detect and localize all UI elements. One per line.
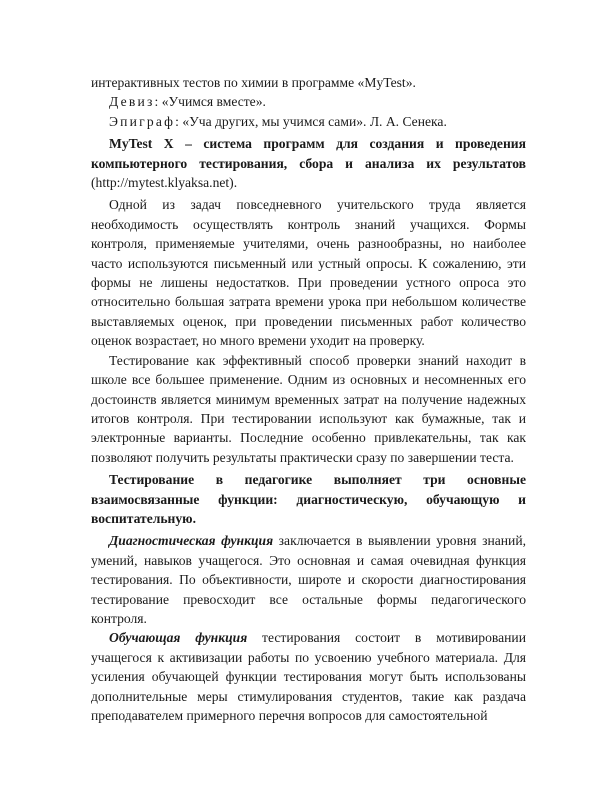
teaching-term: Обучающая функция [109, 630, 248, 646]
mytest-url: (http://mytest.klyaksa.net). [91, 175, 238, 191]
diagnostic-text: заключается в выявлении уровня знаний, умений, навыков учащегося. Это основная и самая очевидная функция тестирования. По объективности, широте и скорости диагностирования тестирование превосходит все остальные формы педагогического контроля. [91, 533, 526, 626]
teaching-text: тестирования состоит в мотивировании учащегося к активизации работы по усвоению учебного материала. Для усиления обучающей функции тестирования могут быть использованы дополнительные меры стимулирования студентов, такие как раздача преподавателем примерного перечня вопросов для самостоятельной [91, 630, 526, 723]
diagnostic-term: Диагностическая функция [109, 533, 274, 549]
mytest-heading-text: MyTest X – система программ для создания и проведения компьютерного тестирования, сбора и анализа их результатов [91, 136, 526, 171]
section-heading-mytest [91, 134, 526, 192]
paragraph-diagnostic [91, 531, 526, 628]
section-heading-functions: Тестирование в педагогике выполняет три основные взаимосвязанные функции: диагностическую, обучающую и воспитательную. [91, 472, 526, 526]
motto-text: : «Учимся вместе». [154, 94, 266, 110]
motto-line [91, 92, 526, 111]
paragraph-testing: Тестирование как эффективный способ проверки знаний находит в школе все большее применение. Одним из основных и несомненных его достоинств является минимум временных затрат на получение надежных итогов контроля. При тестировании используют как бумажные, так и электронные варианты. Последние особенно привлекательны, так как позволяют получить результаты практически сразу по завершении теста. [91, 352, 526, 465]
paragraph-teaching [91, 628, 526, 725]
epigraph-label: Эпиграф [109, 113, 176, 129]
intro-line: интерактивных тестов по химии в программе «MyTest». [91, 75, 416, 90]
epigraph-line [91, 112, 526, 131]
motto-label: Девиз [109, 94, 155, 110]
epigraph-text: : «Уча других, мы учимся сами». Л. А. Сенека. [175, 113, 447, 129]
paragraph-control: Одной из задач повседневного учительского труда является необходимость осуществлять контроль знаний учащихся. Формы контроля, применяемые учителями, очень разнообразны, но наиболее часто используются письменный или устный опросы. К сожалению, эти формы не лишены недостатков. При проведении устного опроса это относительно большая затрата времени урока при небольшом количестве выставляемых оценок, при проведении письменных работ количество оценок возрастает, но много времени уходит на проверку. [91, 197, 526, 349]
